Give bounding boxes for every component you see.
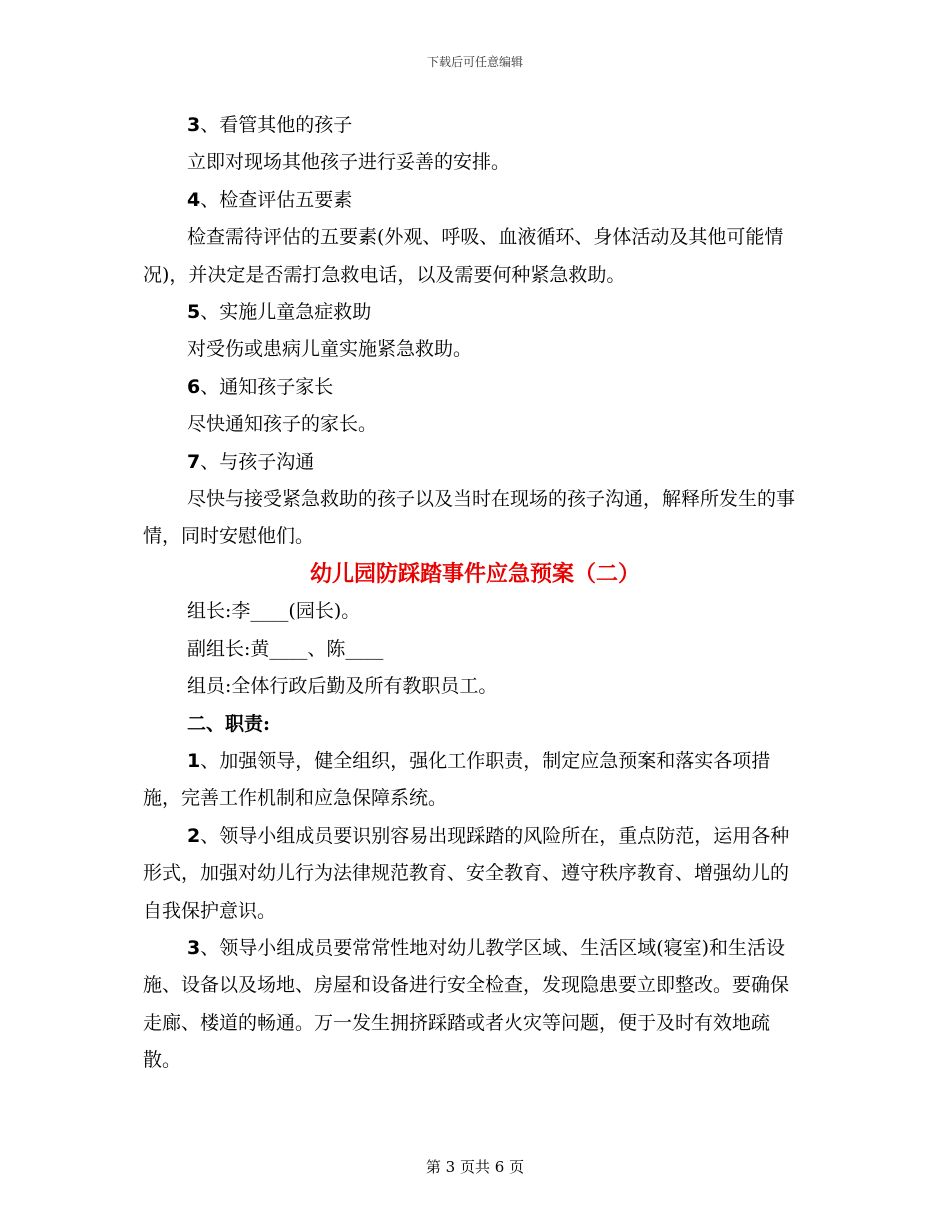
numbered-paragraph: 3、领导小组成员要常常性地对幼儿教学区域、生活区域(寝室)和生活设施、设备以及场地、房屋和设备进行安全检查，发现隐患要立即整改。要确保走廊、楼道的畅通。万一发生拥挤踩踏或者火灾等问题，便于及时有效地疏散。	[143, 936, 790, 1072]
body-paragraph: 立即对现场其他孩子进行妥善的安排。	[187, 151, 511, 174]
numbered-paragraph: 1、加强领导，健全组织，强化工作职责，制定应急预案和落实各项措施，完善工作机制和应急保障系统。	[143, 749, 771, 810]
page-footer: 第 3 页共 6 页	[425, 1158, 525, 1176]
section-heading: 二、职责:	[187, 712, 271, 735]
body-paragraph: 组员:全体行政后勤及所有教职员工。	[187, 675, 498, 698]
body-paragraph: 尽快与接受紧急救助的孩子以及当时在现场的孩子沟通，解释所发生的事情，同时安慰他们。	[143, 488, 796, 548]
item-heading: 4、检查评估五要素	[187, 188, 353, 211]
body-paragraph: 尽快通知孩子的家长。	[187, 413, 378, 436]
item-heading: 5、实施儿童急症救助	[187, 301, 372, 324]
document-body	[143, 107, 807, 1080]
item-heading: 3、看管其他的孩子	[187, 114, 353, 136]
page-header: 下载后可任意编辑	[426, 55, 523, 69]
body-paragraph: 检查需待评估的五要素(外观、呼吸、血液循环、身体活动及其他可能情况)，并决定是否需打急救电话，以及需要何种紧急救助。	[143, 226, 784, 286]
item-heading: 6、通知孩子家长	[187, 375, 334, 398]
body-paragraph: 组长:李____(园长)。	[187, 600, 361, 623]
numbered-paragraph: 2、领导小组成员要识别容易出现踩踏的风险所在，重点防范，运用各种形式，加强对幼儿行为法律规范教育、安全教育、遵守秩序教育、增强幼儿的自我保护意识。	[143, 824, 790, 922]
section-title: 幼儿园防踩踏事件应急预案（二）	[309, 561, 640, 587]
body-paragraph: 对受伤或患病儿童实施紧急救助。	[187, 338, 473, 361]
item-heading: 7、与孩子沟通	[187, 450, 315, 473]
body-paragraph: 副组长:黄____、陈____	[187, 637, 384, 660]
